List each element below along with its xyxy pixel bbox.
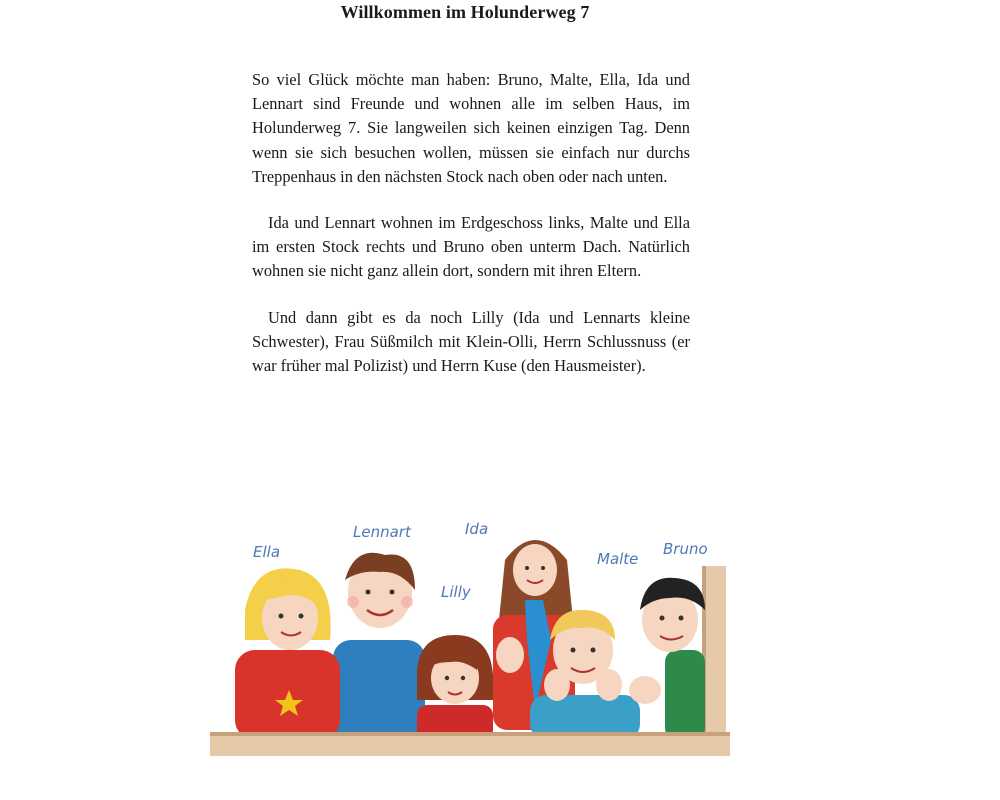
children-illustration	[205, 500, 750, 770]
figure-ella	[235, 568, 340, 740]
page-title: Willkommen im Holunderweg 7	[340, 2, 590, 22]
body-text	[252, 68, 690, 400]
label-lennart: Lennart	[353, 523, 411, 541]
label-lilly: Lilly	[441, 583, 471, 601]
paragraph-3: Und dann gibt es da noch Lilly (Ida und Lennarts kleine Schwester), Frau Süßmilch mit Klein-Olli, Herrn Schlussnuss (er war früher mal Polizist) und Herrn Kuse (den Hausmeister).	[252, 307, 690, 376]
paragraph-2: Ida und Lennart wohnen im Erdgeschoss links, Malte und Ella im ersten Stock rechts und Bruno oben unterm Dach. Natürlich wohnen sie nicht ganz allein dort, sondern mit ihren Eltern.	[252, 213, 690, 281]
figure-lennart	[333, 553, 425, 740]
figure-lilly	[417, 635, 493, 740]
paragraph-1: So viel Glück möchte man haben: Bruno, Malte, Ella, Ida und Lennart sind Freunde und wohnen alle im selben Haus, im Holunderweg 7. Sie langweilen sich keinen einzigen Tag. Denn wenn sie sich besuchen wollen, müssen sie einfach nur durchs Treppenhaus in den nächsten Stock nach oben oder nach unten.	[252, 70, 690, 186]
illustration-drawing	[205, 500, 750, 770]
label-ida: Ida	[465, 520, 489, 538]
label-malte: Malte	[597, 550, 639, 568]
label-ella: Ella	[253, 543, 281, 561]
figure-bruno	[629, 578, 705, 740]
label-bruno: Bruno	[663, 540, 708, 558]
